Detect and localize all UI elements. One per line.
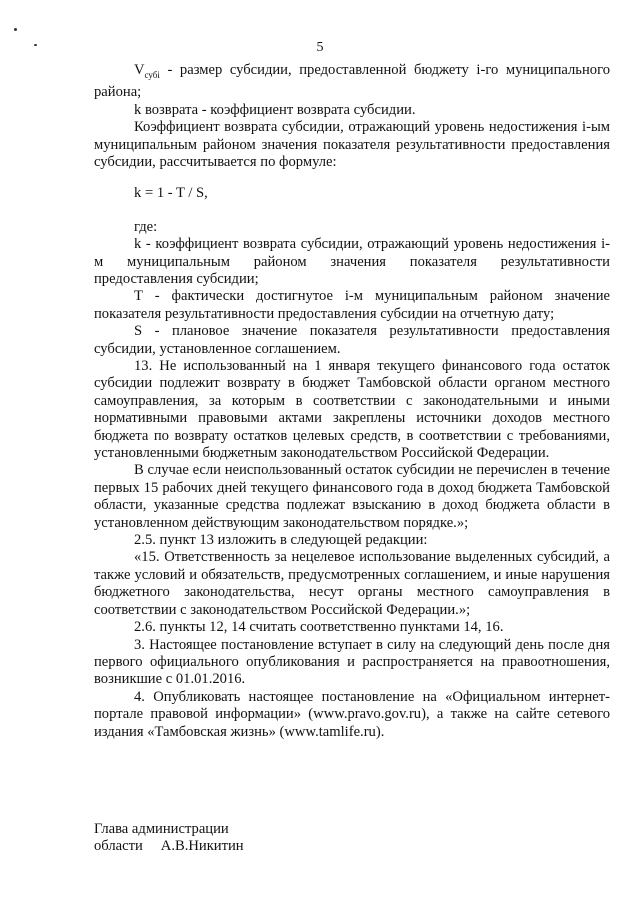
signature-title: Глава администрации <box>94 821 229 837</box>
paragraph-unused-balance: В случае если неиспользованный остаток субсидии не перечислен в течение первых 15 рабочих дней текущего финансового года в доход бюджета Тамбовской области, указанные средства подлежат взысканию в доход бюджета области в установленном действующим законодательством порядке.»; <box>94 462 610 531</box>
paragraph-k-definition: k - коэффициент возврата субсидии, отражающий уровень недостижения i-м муниципальным районом значения показателя результативности предоставления субсидии; <box>94 236 610 287</box>
signature-block <box>94 821 244 856</box>
paragraph-clause-13: 13. Не использованный на 1 января текущего финансового года остаток субсидии подлежит возврату в бюджет Тамбовской области органом местного самоуправления, за которым в соответствии с законодательными и иными нормативными правовыми актами закреплены источники доходов местного бюджета по возврату остатков целевых средств, в соответствии с требованиями, установленными бюджетным законодательством Российской Федерации. <box>94 358 610 462</box>
paragraph-clause-15: «15. Ответственность за нецелевое использование выделенных субсидий, а также условий и обязательств, предусмотренных соглашением, и иные нарушения бюджетного законодательства, несут органы местного самоуправления в соответствии с законодательством Российской Федерации.»; <box>94 549 610 618</box>
paragraph-coefficient-intro: Коэффициент возврата субсидии, отражающий уровень недостижения i-ым муниципальным районом значения показателя результативности предоставления субсидии, рассчитывается по формуле: <box>94 119 610 170</box>
where-label: где: <box>134 218 158 235</box>
paragraph-t-definition: Т - фактически достигнутое i-м муниципальным районом значение показателя результативности предоставления субсидии на отчетную дату; <box>94 288 610 322</box>
paragraph-s-definition: S - плановое значение показателя результативности предоставления субсидии, установленное соглашением. <box>94 323 610 357</box>
paragraph-4-publish: 4. Опубликовать настоящее постановление на «Официальном интернет-портале правовой информации» (www.pravo.gov.ru), а также на сайте сетевого издания «Тамбовская жизнь» (www.tamlife.ru). <box>94 688 610 740</box>
paragraph-2-5: 2.5. пункт 13 изложить в следующей редакции: <box>134 532 428 549</box>
v-definition-text: - размер субсидии, предоставленной бюджету i-го муниципального района; <box>94 62 610 101</box>
paragraph-3-effective-date: 3. Настоящее постановление вступает в силу на следующий день после дня первого официального опубликования и распространяется на правоотношения, возникшие с 01.01.2016. <box>94 636 610 688</box>
formula: k = 1 - T / S, <box>134 185 208 202</box>
variable-v: V <box>134 62 145 78</box>
scan-speck <box>14 28 17 31</box>
document-body <box>94 62 610 741</box>
signature-line <box>94 838 244 855</box>
paragraph-2-6: 2.6. пункты 12, 14 считать соответственно пунктами 14, 16. <box>134 619 504 636</box>
variable-subscript: субi <box>144 69 160 80</box>
page-number: 5 <box>316 40 324 55</box>
signatory-name: А.В.Никитин <box>160 838 244 855</box>
paragraph-v-definition <box>94 62 610 102</box>
paragraph-k-return: k возврата - коэффициент возврата субсидии. <box>134 101 416 118</box>
signature-region: области <box>94 838 143 855</box>
